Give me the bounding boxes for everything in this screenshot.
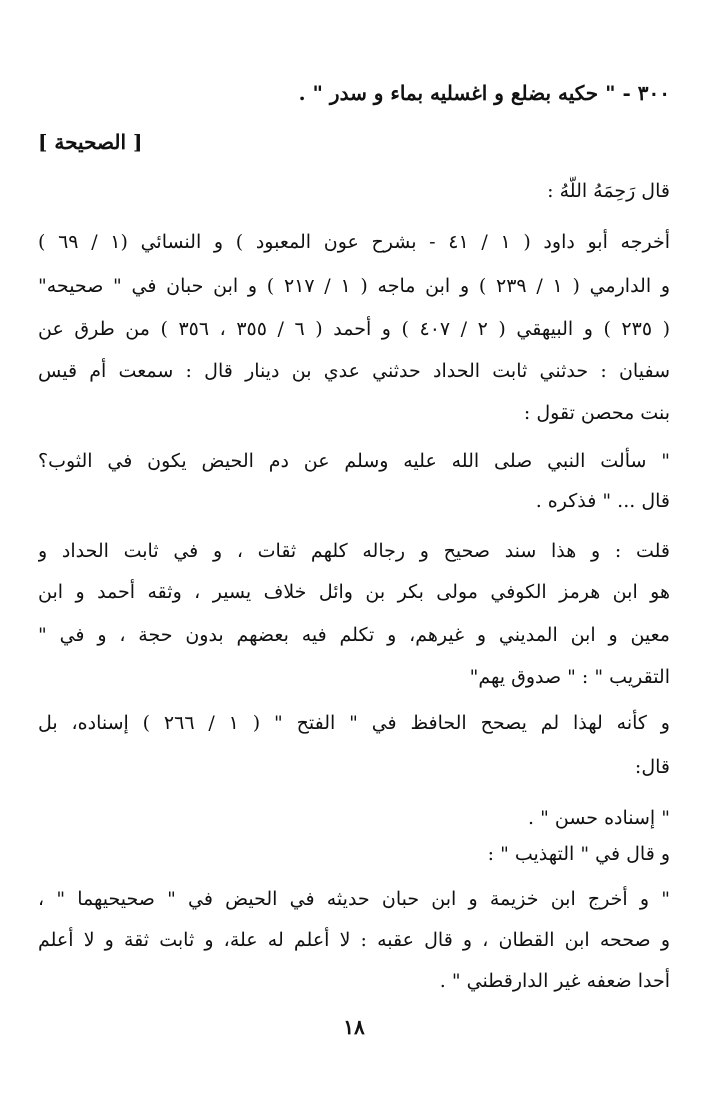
commentary-line-3: معين و ابن المديني و غيرهم، و تكلم فيه بعضهم بدون حجة ، و في " (38, 624, 670, 646)
document-page (38, 0, 670, 1094)
commentary-line-2: هو ابن هرمز الكوفي مولى بكر بن وائل خلاف يسير ، وثقه أحمد و ابن (38, 581, 670, 603)
takhrij-line-4: سفيان : حدثني ثابت الحداد حدثني عدي بن دينار قال : سمعت أم قيس (38, 360, 670, 382)
grade-label: [ الصحيحة ] (38, 130, 143, 154)
commentary-line-1: قلت : و هذا سند صحيح و رجاله كلهم ثقات ، و في ثابت الحداد و (38, 540, 670, 562)
tahdhib-quote-line-2: و صححه ابن القطان ، و قال عقبه : لا أعلم له علة، و ثابت ثقة و لا أعلم (38, 929, 670, 951)
hadith-text-line-2: قال ... " فذكره . (535, 490, 670, 512)
hadith-title: ٣٠٠ - " حكيه بضلع و اغسليه بماء و سدر " . (298, 81, 670, 105)
page-number: ١٨ (343, 1015, 365, 1039)
intro-line: قال رَحِمَهُ اللَّهُ : (547, 180, 670, 202)
tahdhib-intro-line: و قال في " التهذيب " : (487, 843, 670, 865)
tahdhib-quote-line-3: أحدا ضعفه غير الدارقطني " . (439, 970, 670, 992)
takhrij-line-5: بنت محصن تقول : (523, 402, 670, 424)
isnad-hasan-line: " إسناده حسن " . (528, 807, 670, 829)
fath-line-2: قال: (634, 756, 670, 778)
takhrij-line-2: و الدارمي ( ١ / ٢٣٩ ) و ابن ماجه ( ١ / ٢١٧ ) و ابن حبان في " صحيحه" (38, 275, 670, 297)
hadith-text-line-1: " سألت النبي صلى الله عليه وسلم عن دم الحيض يكون في الثوب؟ (38, 450, 670, 472)
fath-line-1: و كأنه لهذا لم يصحح الحافظ في " الفتح " ( ١ / ٢٦٦ ) إسناده، بل (38, 712, 670, 734)
tahdhib-quote-line-1: " و أخرج ابن خزيمة و ابن حبان حديثه في الحيض في " صحيحيهما " ، (38, 888, 670, 910)
commentary-line-4: التقريب " : " صدوق يهم" (469, 666, 670, 688)
takhrij-line-1: أخرجه أبو داود ( ١ / ٤١ - بشرح عون المعبود ) و النسائي (١ / ٦٩ ) (38, 231, 670, 253)
takhrij-line-3: ( ٢٣٥ ) و البيهقي ( ٢ / ٤٠٧ ) و أحمد ( ٦ / ٣٥٥ ، ٣٥٦ ) من طرق عن (38, 318, 670, 340)
